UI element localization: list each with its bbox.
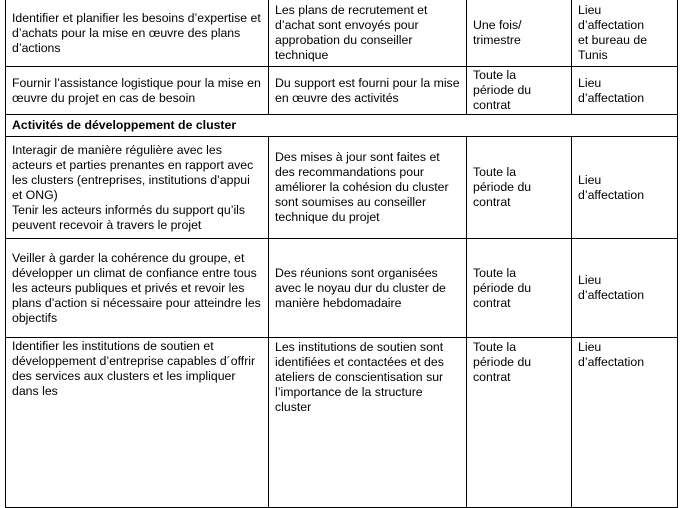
table-row	[6, 338, 678, 508]
result-cell: Des mises à jour sont faites et des recommandations pour améliorer la cohésion du cluster sont soumises au conseiller technique du projet	[269, 137, 467, 239]
frequency-cell: Toute la période du contrat	[467, 137, 572, 239]
activity-cell: Interagir de manière régulière avec les acteurs et parties prenantes en rapport avec les clusters (entreprises, institutions d’appui et ONG) Tenir les acteurs informés du support qu’ils peuvent recevoir à travers le projet	[6, 137, 269, 239]
table-row	[6, 239, 678, 338]
activity-cell: Veiller à garder la cohérence du groupe, et développer un climat de confiance entre tous les acteurs publiques et privés et revoir les plans d’action si nécessaire pour atteindre les objectifs	[6, 239, 269, 338]
activity-cell: Identifier et planifier les besoins d’expertise et d’achats pour la mise en œuvre des plans d’actions	[6, 0, 269, 67]
result-cell: Les plans de recrutement et d’achat sont envoyés pour approbation du conseiller technique	[269, 0, 467, 67]
frequency-cell: Toute la période du contrat	[467, 239, 572, 338]
location-cell: Lieu d’affectation et bureau de Tunis	[572, 0, 678, 67]
activity-cell: Fournir l’assistance logistique pour la mise en œuvre du projet en cas de besoin	[6, 67, 269, 115]
result-cell: Les institutions de soutien sont identifiées et contactées et des ateliers de conscientisation sur l’importance de la structure cluster	[269, 338, 467, 508]
frequency-cell: Toute la période du contrat	[467, 338, 572, 508]
frequency-cell: Une fois/ trimestre	[467, 0, 572, 67]
section-header-row	[6, 115, 678, 137]
location-cell: Lieu d’affectation	[572, 137, 678, 239]
table-row	[6, 67, 678, 115]
activities-table	[5, 0, 678, 508]
location-cell: Lieu d’affectation	[572, 67, 678, 115]
table-row	[6, 0, 678, 67]
table-row	[6, 137, 678, 239]
frequency-cell: Toute la période du contrat	[467, 67, 572, 115]
location-cell: Lieu d’affectation	[572, 338, 678, 508]
activity-cell: Identifier les institutions de soutien et développement d’entreprise capables d´offrir des services aux clusters et les impliquer dans les	[6, 338, 269, 508]
result-cell: Du support est fourni pour la mise en œuvre des activités	[269, 67, 467, 115]
result-cell: Des réunions sont organisées avec le noyau dur du cluster de manière hebdomadaire	[269, 239, 467, 338]
section-title: Activités de développement de cluster	[6, 115, 678, 137]
location-cell: Lieu d’affectation	[572, 239, 678, 338]
